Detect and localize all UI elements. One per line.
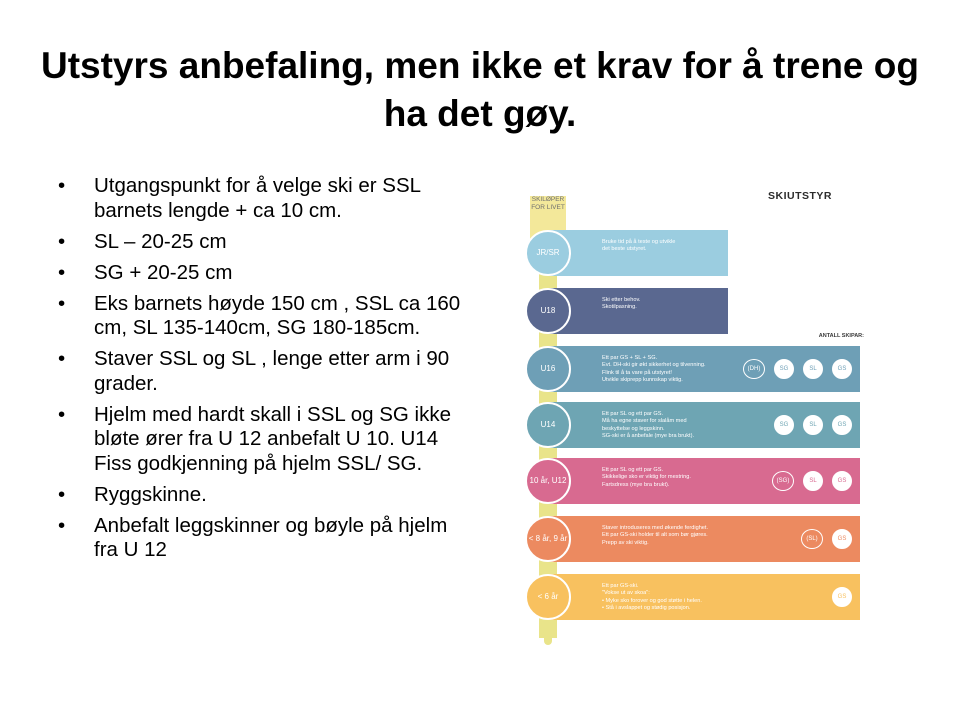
bullet-item <box>58 292 468 341</box>
bullet-text: Anbefalt leggskinner og bøyle på hjelm fra U 12 <box>94 513 448 561</box>
ski-chips <box>774 415 852 435</box>
bullet-text: Utgangspunkt for å velge ski er SSL barnets lengde + ca 10 cm. <box>94 174 421 222</box>
ski-type-chip: SG <box>774 359 794 379</box>
level-description: Staver introduseres med økende ferdighet. Ett par GS-ski holder til alt som bør gjøres. Prepp av ski viktig. <box>602 525 709 546</box>
level-description: Ett par SL og ett par GS. Må ha egne staver for slalåm med beskyttelse og leggskinn. SG-ski er å anbefale (mye bra brukt). <box>602 411 695 440</box>
level-circle: JR/SR <box>525 230 571 276</box>
ski-equipment-infographic <box>520 190 870 650</box>
bullet-dot: • <box>58 229 66 253</box>
ski-chips <box>743 359 852 379</box>
level-description: Ett par GS + SL + SG. Evt. DH-ski gir økt sikkerhet og tilvenning. Flink til å ta vare på utstyret! Utvikle skiprepp kunnskap viktig. <box>602 355 706 384</box>
ski-type-chip: GS <box>832 359 852 379</box>
ski-type-chip: SL <box>803 359 823 379</box>
ski-type-chip: SL <box>803 415 823 435</box>
bullet-item <box>58 347 468 396</box>
bullet-list <box>58 174 468 569</box>
bullet-item <box>58 514 468 563</box>
bullet-text: Hjelm med hardt skall i SSL og SG ikke bløte ører fra U 12 anbefalt U 10. U14 Fiss godkjenning på hjelm SSL/ SG. <box>94 402 451 475</box>
ski-type-chip: SL <box>803 471 823 491</box>
bullet-text: Staver SSL og SL , lenge etter arm i 90 grader. <box>94 347 450 395</box>
level-circle: U18 <box>525 288 571 334</box>
ski-type-chip: (DH) <box>743 359 765 379</box>
bullet-dot: • <box>58 260 66 284</box>
ski-chips <box>801 529 852 549</box>
level-circle: 10 år, U12 <box>525 458 571 504</box>
bullet-dot: • <box>58 347 66 370</box>
bullet-item <box>58 261 468 286</box>
timeline-spine-tip <box>544 633 552 645</box>
bullet-item <box>58 174 468 223</box>
ski-type-chip: GS <box>832 415 852 435</box>
bullet-text: SG + 20-25 cm <box>94 260 233 284</box>
ski-type-chip: GS <box>832 471 852 491</box>
bullet-text: Eks barnets høyde 150 cm , SSL ca 160 cm, SL 135-140cm, SG 180-185cm. <box>94 291 461 339</box>
level-band <box>548 402 860 448</box>
ski-chips <box>772 471 852 491</box>
ski-type-chip: SG <box>774 415 794 435</box>
infographic-title: SKIUTSTYR <box>768 190 833 202</box>
ski-type-chip: GS <box>832 529 852 549</box>
bullet-dot: • <box>58 513 66 537</box>
level-band <box>548 574 860 620</box>
bullet-text: SL – 20-25 cm <box>94 229 227 253</box>
level-band <box>548 230 728 276</box>
ski-chips <box>832 587 852 607</box>
bullet-dot: • <box>58 291 66 315</box>
antall-skipar-label: ANTALL SKIPAR: <box>818 333 864 339</box>
bullet-item <box>58 403 468 477</box>
bullet-item <box>58 483 468 508</box>
ski-type-chip: GS <box>832 587 852 607</box>
bullet-item <box>58 230 468 255</box>
level-circle: < 6 år <box>525 574 571 620</box>
level-circle: U16 <box>525 346 571 392</box>
slide-title: Utstyrs anbefaling, men ikke et krav for å trene og ha det gøy. <box>40 45 919 134</box>
level-description: Ett par SL og ett par GS. Skikkelige sko er viktig for mestring. Fartsdress (mye bra brukt). <box>602 467 691 488</box>
bullet-dot: • <box>58 174 66 197</box>
level-description: Ett par GS-ski. "Vokse ut av skoa": • Myke sko forover og god støtte i helen. • Stå i avslappet og stødig posisjon. <box>602 583 702 612</box>
bullet-dot: • <box>58 402 66 426</box>
ski-type-chip: (SG) <box>772 471 794 491</box>
bullet-dot: • <box>58 482 66 506</box>
level-description: Ski etter behov. Skotilpasning. <box>602 297 641 311</box>
spine-label: SKILØPER FOR LIVET <box>531 196 565 211</box>
level-band <box>548 516 860 562</box>
level-band <box>548 346 860 392</box>
level-circle: < 8 år, 9 år <box>525 516 571 562</box>
level-circle: U14 <box>525 402 571 448</box>
bullet-text: Ryggskinne. <box>94 482 207 506</box>
level-band <box>548 288 728 334</box>
level-description: Bruke tid på å teste og utvikle det beste utstyret. <box>602 239 676 253</box>
level-band <box>548 458 860 504</box>
ski-type-chip: (SL) <box>801 529 823 549</box>
